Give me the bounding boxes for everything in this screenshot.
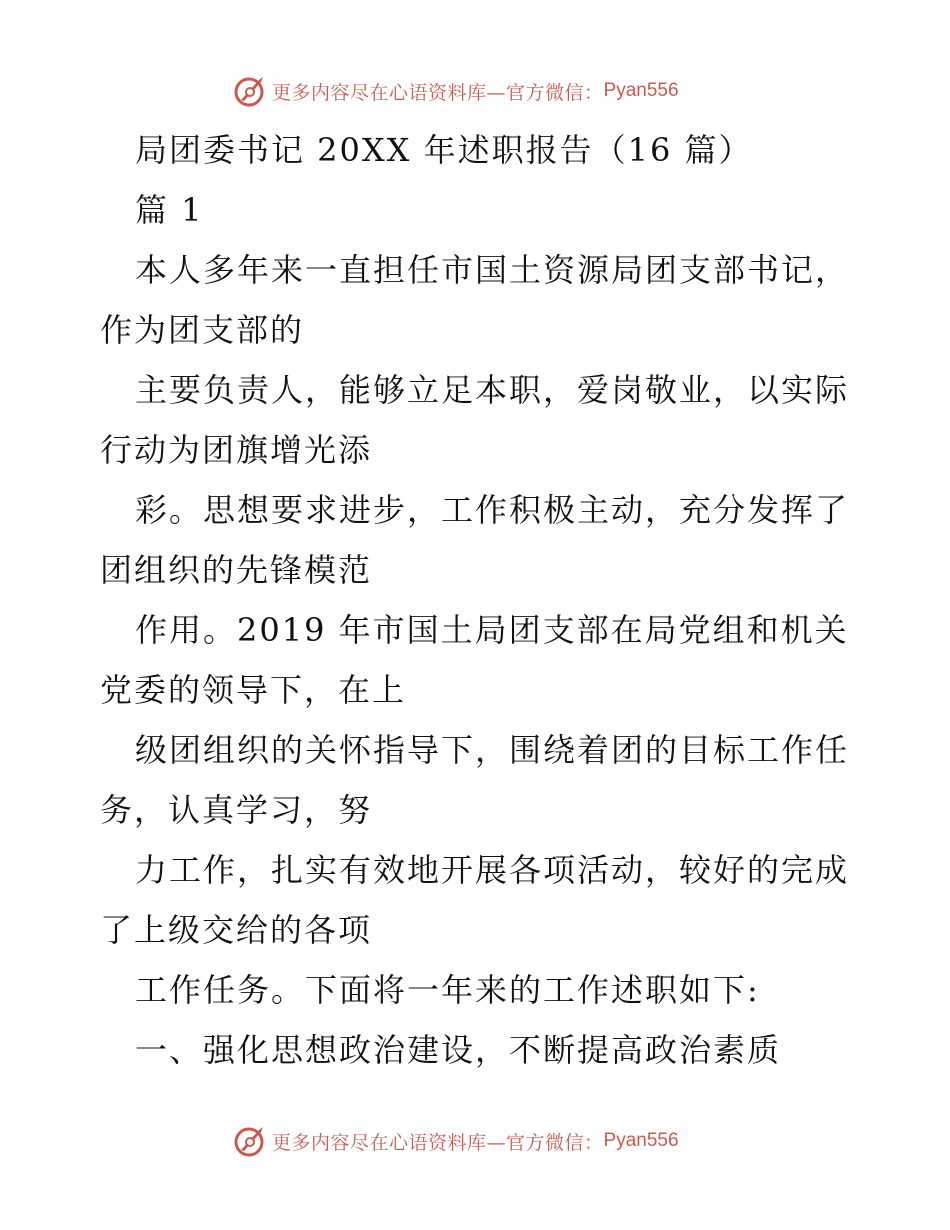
paragraph-line: 工作任务。下面将一年来的工作述职如下: [135, 971, 760, 1009]
paragraph-line: 了上级交给的各项 [100, 911, 373, 949]
paragraph-line: 作用。2019 年市国土局团支部在局党组和机关 [135, 611, 849, 649]
footer-watermark [232, 1121, 679, 1161]
document-body [100, 120, 860, 1080]
quill-logo-icon [232, 73, 268, 109]
document-title: 局团委书记 20XX 年述职报告（16 篇） [135, 131, 753, 169]
paragraph-line: 行动为团旗增光添 [100, 431, 373, 469]
quill-logo-icon [232, 1123, 268, 1159]
section-subheading: 一、强化思想政治建设，不断提高政治素质 [135, 1031, 782, 1069]
paragraph-line: 力工作，扎实有效地开展各项活动，较好的完成 [135, 851, 850, 889]
paragraph-line: 党委的领导下，在上 [100, 671, 407, 709]
paragraph-line: 级团组织的关怀指导下，围绕着团的目标工作任 [135, 731, 850, 769]
paragraph-line: 作为团支部的 [100, 311, 305, 349]
paragraph-line: 务，认真学习，努 [100, 791, 373, 829]
paragraph-line: 团组织的先锋模范 [100, 551, 373, 589]
watermark-wechat-id: Pyan556 [603, 80, 679, 101]
watermark-wechat-id: Pyan556 [603, 1130, 679, 1151]
section-heading: 篇 1 [135, 191, 204, 229]
watermark-text: 更多内容尽在心语资料库—官方微信： [272, 81, 604, 104]
paragraph-line: 主要负责人，能够立足本职，爱岗敬业，以实际 [135, 371, 850, 409]
watermark-text: 更多内容尽在心语资料库—官方微信： [272, 1131, 604, 1154]
paragraph-line: 彩。思想要求进步，工作积极主动，充分发挥了 [135, 491, 850, 529]
paragraph-line: 本人多年来一直担任市国土资源局团支部书记， [135, 251, 850, 289]
header-watermark [232, 71, 679, 111]
